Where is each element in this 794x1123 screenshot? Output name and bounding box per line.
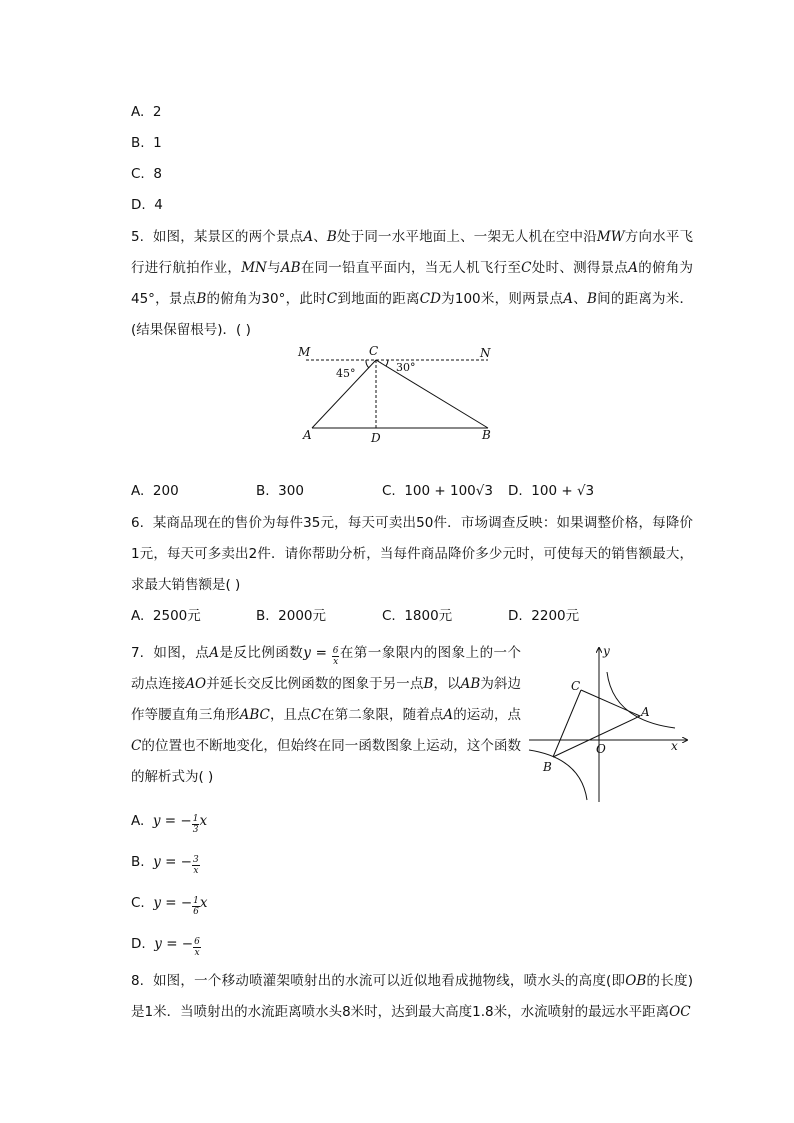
hyperbola-q3 [529, 750, 587, 800]
question-8-stem: 8. 如图，一个移动喷灌架喷射出的水流可以近似地看成抛物线，喷水头的高度(即OB的长度)是1米．当喷射出的水流距离喷水头8米时，达到最大高度1.8米，水流喷射的最远水平距离OC [131, 973, 693, 1020]
prev-option-b: B. 1 [131, 135, 162, 151]
angle-arc-right [386, 360, 388, 366]
segment-cb [553, 690, 581, 757]
q7-fraction: $\frac{6}{x}$ [332, 646, 339, 667]
label-a: A [303, 428, 312, 442]
label-c: C [571, 679, 581, 693]
q6-option-b[interactable]: B. 2000元 [256, 608, 327, 624]
q5-option-b[interactable]: B. 300 [256, 483, 304, 499]
question-5-stem: 5. 如图，某景区的两个景点A、B处于同一水平地面上、一架无人机在空中沿MW方向水平飞行进行航拍作业，MN与AB在同一铅直平面内，当无人机飞行至C处时、测得景点A的俯角为45°，景点B的俯角为30°，此时C到地面的距离CD为100米，则两景点A、B间的距离为米．(结果保留根号)．( ) [131, 229, 694, 338]
question-6-stem: 6. 某商品现在的售价为每件35元，每天可卖出50件．市场调查反映：如果调整价格，每降价1元，每天可多卖出2件．请你帮助分析，当每件商品降价多少元时，可使每天的销售额最大，求最大销售额是( ) [131, 515, 693, 593]
label-b: B [543, 760, 552, 774]
label-d: D [371, 431, 381, 445]
prev-option-d: D. 4 [131, 197, 163, 213]
q7-option-c[interactable]: C. y = − $\frac{1}{6}$ x [131, 895, 208, 917]
angle-arc-left [366, 360, 369, 368]
q5-option-d[interactable]: D. 100 + √3 [508, 483, 595, 499]
angle-label-30: 30° [396, 361, 416, 374]
prev-option-a: A. 2 [131, 104, 162, 120]
segment-cb [376, 360, 488, 428]
q6-option-c[interactable]: C. 1800元 [382, 608, 453, 624]
label-m: M [298, 345, 311, 359]
q5-option-a[interactable]: A. 200 [131, 483, 179, 499]
q5-figure [290, 338, 510, 448]
label-n: N [480, 346, 491, 360]
q6-option-a[interactable]: A. 2500元 [131, 608, 201, 624]
angle-label-45: 45° [336, 367, 356, 380]
q5-option-c[interactable]: C. 100 + 100√3 [382, 483, 493, 499]
q6-option-d[interactable]: D. 2200元 [508, 608, 580, 624]
label-y: y [603, 644, 610, 658]
label-a: A [641, 705, 650, 719]
q7-option-d[interactable]: D. y = − $\frac{6}{x}$ [131, 936, 200, 958]
label-c: C [369, 344, 379, 358]
segment-ca [581, 690, 640, 716]
label-o: O [596, 742, 606, 756]
hyperbola-q1 [607, 672, 675, 728]
q7-option-a[interactable]: A. y = − $\frac{1}{3}$ x [131, 813, 208, 835]
q7-figure [525, 640, 695, 805]
label-b: B [482, 428, 491, 442]
label-x: x [671, 739, 678, 753]
question-7-stem: 7. 如图，点A是反比例函数y = $\frac{6}{x}$ 在第一象限内的图象上的一个动点连接AO并延长交反比例函数的图象于另一点B，以AB为斜边作等腰直角三角形ABC，且点C在第二象限，随着点A的运动，点C的位置也不断地变化，但始终在同一函数图象上运动，这个函数的解析式为( ) [131, 645, 522, 785]
q7-option-b[interactable]: B. y = − $\frac{3}{x}$ [131, 854, 199, 876]
prev-option-c: C. 8 [131, 166, 162, 182]
